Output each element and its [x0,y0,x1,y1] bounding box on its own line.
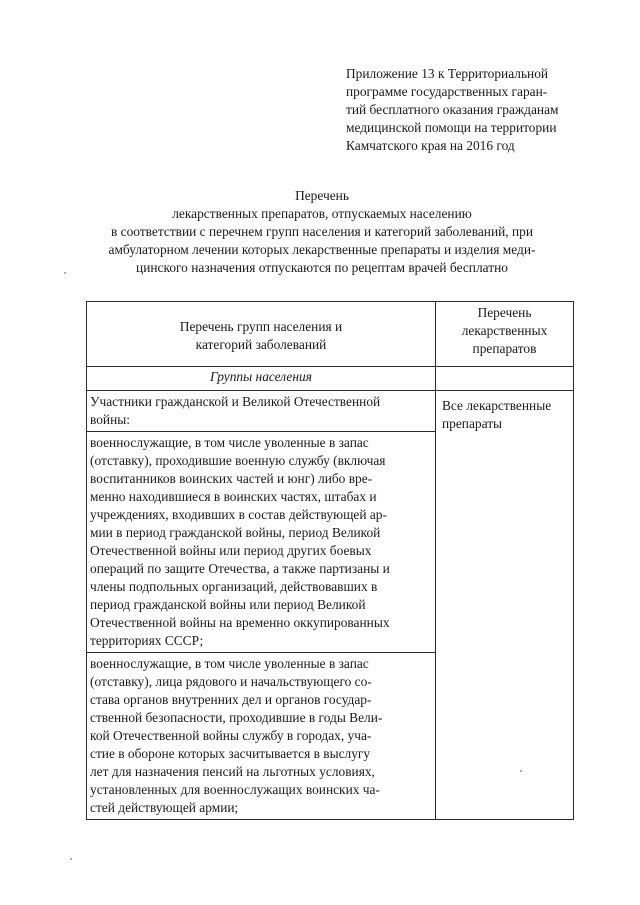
table-row [87,391,574,432]
header-line: категорий заболеваний [195,337,327,352]
cell-line: войны: [90,412,130,427]
cell-line: члены подпольных организаций, действовавших в [90,579,378,594]
appendix-line: тий бесплатного оказания гражданам [346,102,559,117]
scan-speck [70,858,72,860]
cell-line: лет для назначения пенсий на льготных условиях, [90,764,375,779]
title-line: Перечень [295,188,349,203]
cell-line: территориях СССР; [90,633,204,648]
cell-line: стей действующей армии; [90,800,239,815]
scan-speck [520,770,522,772]
header-line: Перечень групп населения и [179,319,343,334]
cell-line: кой Отечественной войны службу в городах, уча- [90,728,372,743]
table-header-row [87,302,574,367]
group-heading-empty-cell [436,367,574,391]
cell-line: операций по защите Отечества, а также партизаны и [90,561,390,576]
header-population-groups [87,302,436,367]
population-category-cell [87,653,436,820]
appendix-note [346,65,586,155]
cell-line: период гражданской войны или период Великой [90,597,366,612]
appendix-line: медицинской помощи на территории [346,120,557,135]
cell-line: военнослужащие, в том числе уволенные в запас [90,656,369,671]
title-line: цинского назначения отпускаются по рецептам врачей бесплатно [136,260,508,275]
document-title [78,187,566,277]
header-line: лекарственных [461,323,548,338]
cell-line: воспитанников воинских частей и юнг) либо вре- [90,471,373,486]
cell-line: учреждениях, входивших в состав действующей ар- [90,507,387,522]
cell-line: Отечественной войны на временно оккупированных [90,615,390,630]
cell-line: стие в обороне которых засчитывается в выслугу [90,746,371,761]
header-line: препаратов [472,341,537,356]
cell-line: Отечественной войны или период других боевых [90,543,372,558]
title-line: амбулаторном лечении которых лекарственные препараты и изделия меди- [108,242,536,257]
cell-line: (отставку), лица рядового и начальствующего со- [90,674,372,689]
scan-speck [64,272,66,274]
cell-line: ственной безопасности, проходившие в годы Вели- [90,710,383,725]
appendix-line: Камчатского края на 2016 год [346,138,515,153]
drugs-line: Все лекарственные [442,398,552,413]
cell-line: военнослужащие, в том числе уволенные в запас [90,435,369,450]
cell-line: става органов внутренних дел и органов государ- [90,692,372,707]
appendix-line: Приложение 13 к Территориальной [346,66,549,81]
drugs-cell [436,391,574,820]
cell-line: менно находившиеся в воинских частях, штабах и [90,489,377,504]
title-line: лекарственных препаратов, отпускаемых населению [172,206,472,221]
drugs-line: препараты [442,416,503,431]
header-line: Перечень [477,305,532,320]
cell-line: Участники гражданской и Великой Отечественной [90,394,381,409]
drug-list-table [86,301,574,820]
header-drug-list [436,302,574,367]
group-heading: Группы населения [87,367,436,391]
cell-line: (отставку), проходившие военную службу (включая [90,453,386,468]
appendix-line: программе государственных гаран- [346,84,548,99]
title-line: в соответствии с перечнем групп населения и категорий заболеваний, при [111,224,533,239]
group-heading-row [87,367,574,391]
cell-line: установленных для военнослужащих воинских ча- [90,782,380,797]
population-category-cell [87,432,436,653]
cell-line: мии в период гражданской войны, период Великой [90,525,381,540]
population-category-cell [87,391,436,432]
